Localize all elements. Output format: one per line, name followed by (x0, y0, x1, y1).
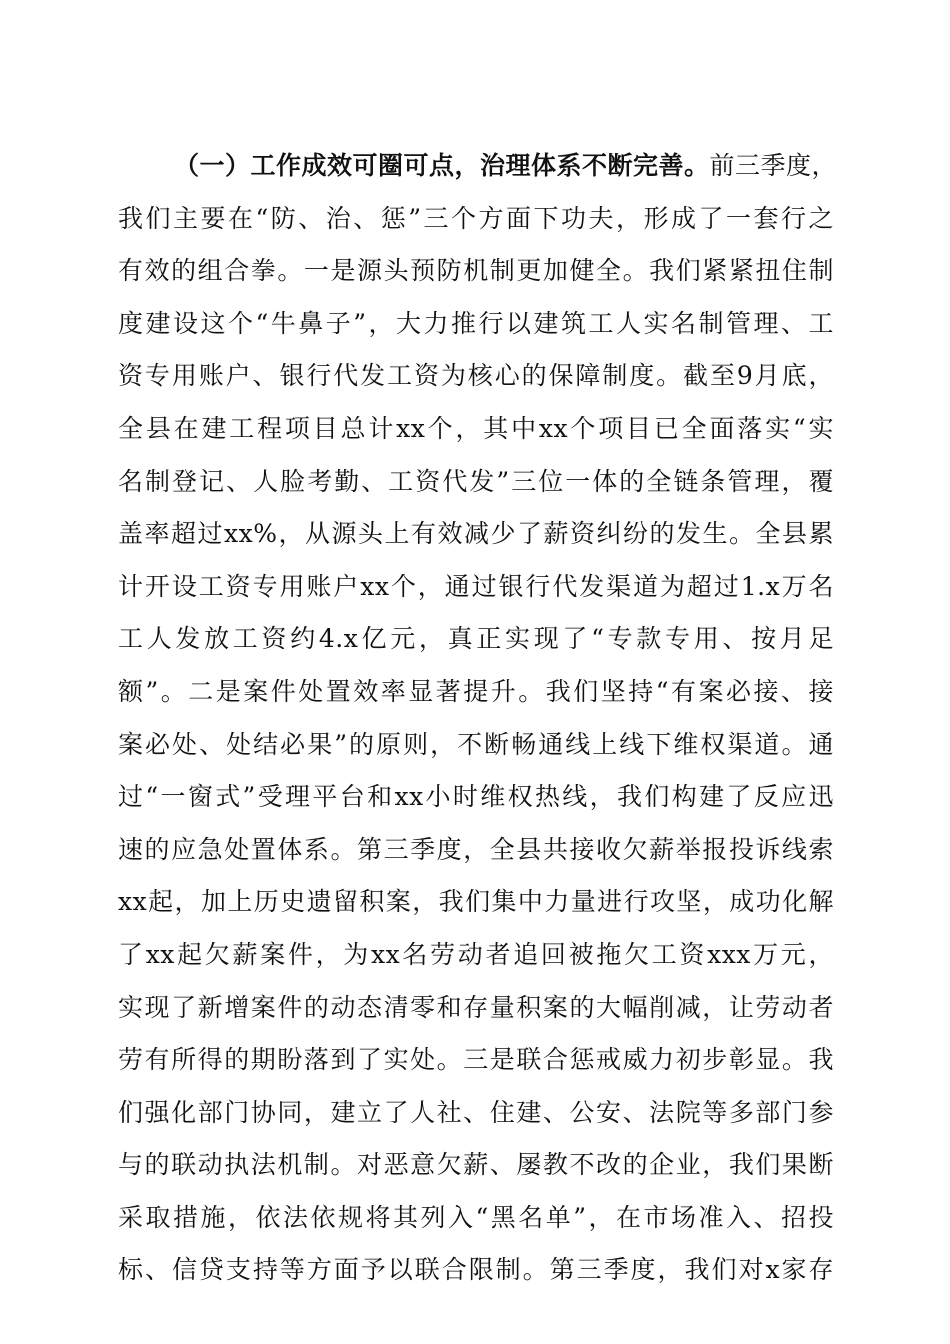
paragraph-line: 有效的组合拳。一是源头预防机制更加健全。我们紧紧扭住制 (118, 256, 834, 286)
paragraph-line: 名制登记、人脸考勤、工资代发”三位一体的全链条管理，覆 (118, 466, 834, 496)
paragraph-line-1-rest: 前三季度， (709, 151, 838, 180)
paragraph-line: xx起，加上历史遗留积案，我们集中力量进行攻坚，成功化解 (118, 887, 834, 917)
paragraph-line: 我们主要在“防、治、惩”三个方面下功夫，形成了一套行之 (118, 203, 834, 233)
section-heading: （一）工作成效可圈可点，治理体系不断完善。 (174, 151, 710, 180)
paragraph-line: 额”。二是案件处置效率显著提升。我们坚持“有案必接、接 (118, 676, 834, 706)
paragraph-line: 了xx起欠薪案件，为xx名劳动者追回被拖欠工资xxx万元， (118, 939, 834, 969)
paragraph-line: 全县在建工程项目总计xx个，其中xx个项目已全面落实“实 (118, 413, 834, 443)
paragraph-line: 工人发放工资约4.x亿元，真正实现了“专款专用、按月足 (118, 624, 834, 654)
paragraph-line: 与的联动执法机制。对恶意欠薪、屡教不改的企业，我们果断 (118, 1150, 834, 1180)
paragraph-line: 速的应急处置体系。第三季度，全县共接收欠薪举报投诉线索 (118, 834, 834, 864)
paragraph-line: 盖率超过xx%，从源头上有效减少了薪资纠纷的发生。全县累 (118, 519, 834, 549)
paragraph-line: 案必处、处结必果”的原则，不断畅通线上线下维权渠道。通 (118, 729, 834, 759)
paragraph-line-1 (118, 140, 838, 193)
paragraph-line: 采取措施，依法依规将其列入“黑名单”，在市场准入、招投 (118, 1202, 834, 1232)
paragraph-line: 劳有所得的期盼落到了实处。三是联合惩戒威力初步彰显。我 (118, 1045, 834, 1075)
body-paragraph (118, 140, 838, 1297)
paragraph-line: 标、信贷支持等方面予以联合限制。第三季度，我们对x家存 (118, 1255, 834, 1285)
paragraph-line: 度建设这个“牛鼻子”，大力推行以建筑工人实名制管理、工 (118, 308, 834, 338)
paragraph-line: 过“一窗式”受理平台和xx小时维权热线，我们构建了反应迅 (118, 782, 834, 812)
paragraph-line: 计开设工资专用账户xx个，通过银行代发渠道为超过1.x万名 (118, 571, 834, 601)
paragraph-line: 们强化部门协同，建立了人社、住建、公安、法院等多部门参 (118, 1097, 834, 1127)
paragraph-line: 实现了新增案件的动态清零和存量积案的大幅削减，让劳动者 (118, 992, 834, 1022)
paragraph-line: 资专用账户、银行代发工资为核心的保障制度。截至9月底， (118, 361, 834, 391)
